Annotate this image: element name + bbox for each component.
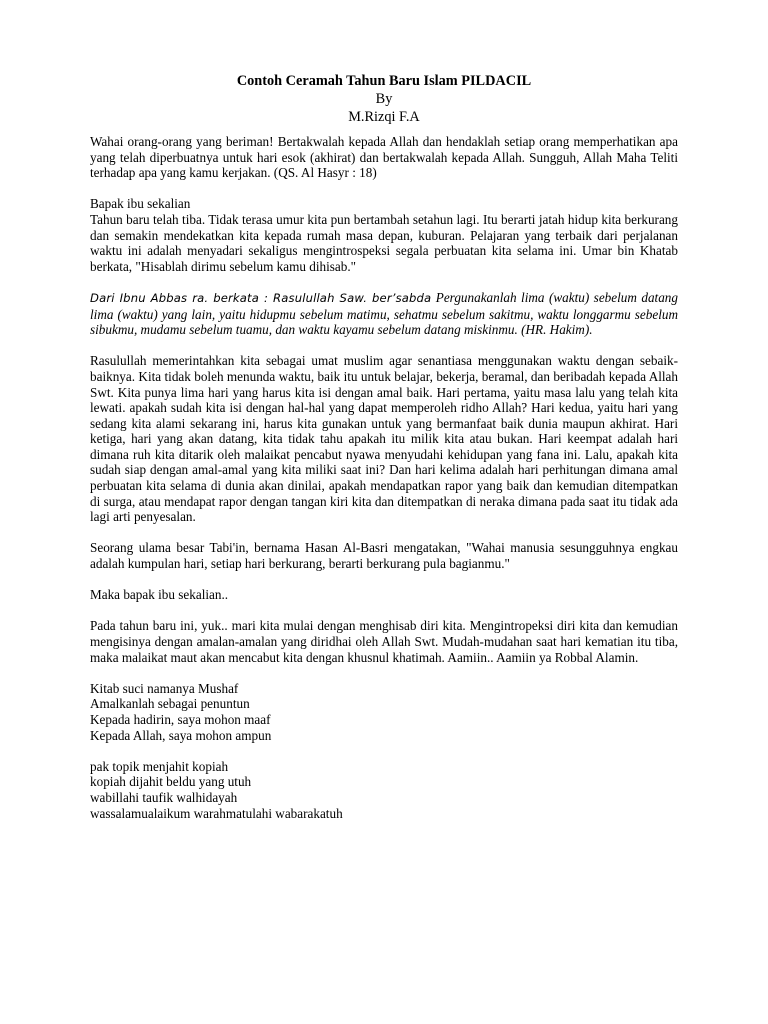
paragraph-opening-verse: Wahai orang-orang yang beriman! Bertakwalah kepada Allah dan hendaklah setiap orang memperhatikan apa yang telah diperbuatnya untuk hari esok (akhirat) dan bertakwalah kepada Allah. Sungguh, Allah Maha Teliti terhadap apa yang kamu kerjakan. (QS. Al Hasyr : 18) — [90, 134, 678, 181]
verse-line: wabillahi taufik walhidayah — [90, 789, 238, 805]
hadith-text: Pergunakanlah lima (waktu) sebelum datang lima (waktu) yang lain, yaitu hidupmu sebelum matimu, sehatmu sebelum sakitmu, waktu longgarmu sebelum sibukmu, mudamu sebelum tuamu, dan waktu kayamu sebelum datang miskinmu. (HR. Hakim). — [90, 289, 678, 338]
paragraph-greeting-section — [90, 196, 678, 274]
document-title: Contoh Ceramah Tahun Baru Islam PILDACIL — [236, 73, 532, 89]
hadith-attribution: Dari Ibnu Abbas ra. berkata : Rasulullah Saw. ber’sabda — [90, 290, 432, 305]
verse-line: Kepada Allah, saya mohon ampun — [90, 727, 272, 743]
paragraph-new-year: Tahun baru telah tiba. Tidak terasa umur kita pun bertambah setahun lagi. Itu berarti jatah hidup kita berkurang dan semakin mendekatkan kita kepada rumah masa depan, kuburan. Pelajaran yang terbaik dari perjalanan waktu ini adalah menyadari sekaligus mengintrospeksi segala perbuatan kita selama ini. Umar bin Khatab berkata, "Hisablah dirimu sebelum kamu dihisab." — [90, 211, 678, 274]
verse-line: kopiah dijahit beldu yang utuh — [90, 774, 252, 790]
title-block — [90, 72, 678, 126]
verse-line: Amalkanlah sebagai penuntun — [90, 696, 250, 712]
verse-line: wassalamualaikum warahmatulahi wabarakatuh — [90, 805, 343, 821]
paragraph-hasan-al-basri: Seorang ulama besar Tabi'in, bernama Hasan Al-Basri mengatakan, "Wahai manusia sesungguhnya engkau adalah kumpulan hari, setiap hari berkurang, berarti berkurang pula bagianmu." — [90, 540, 678, 572]
verse-line: Kepada hadirin, saya mohon maaf — [90, 711, 271, 727]
paragraph-five-days: Rasulullah memerintahkan kita sebagai umat muslim agar senantiasa menggunakan waktu dengan sebaik-baiknya. Kita tidak boleh menunda waktu, baik itu untuk belajar, bekerja, beramal, dan beribadah kepada Allah Swt. Kita punya lima hari yang harus kita isi dengan amal baik. Hari pertama, yaitu masa lalu yang telah kita lewati. apakah sudah kita isi dengan hal-hal yang dapat memperoleh ridho Allah? Hari kedua, yaitu hari yang sedang kita alami sekarang ini, harus kita gunakan untuk yang bermanfaat baik dunia maupun akhirat. Hari ketiga, hari yang akan datang, kita tidak tahu apakah itu milik kita atau bukan. Hari keempat adalah hari dimana ruh kita ditarik oleh malaikat pencabut nyawa menyudahi kehidupan yang fana ini. Lalu, apakah kita sudah siap dengan amal-amal yang kita miliki saat ini? Dan hari kelima adalah hari perhitungan dimana amal perbuatan kita selama di dunia akan dinilai, apakah mendapatkan rapor yang baik dan kemudian ditempatkan di surga, atau mendapat rapor dengan tangan kiri kita dan ditempatkan di neraka dimana pada saat itu tidak ada lagi arti penyesalan. — [90, 353, 678, 525]
author-name: M.Rizqi F.A — [348, 109, 420, 125]
verse-block-1 — [90, 681, 678, 743]
byline-label: By — [375, 91, 393, 107]
verse-line: pak topik menjahit kopiah — [90, 758, 229, 774]
paragraph-transition: Maka bapak ibu sekalian.. — [90, 587, 229, 603]
paragraph-closing: Pada tahun baru ini, yuk.. mari kita mulai dengan menghisab diri kita. Mengintropeksi diri kita dan kemudian mengisinya dengan amalan-amalan yang diridhai oleh Allah Swt. Mudah-mudahan saat hari kematian itu tiba, maka malaikat maut akan mencabut kita dengan khusnul khatimah. Aamiin.. Aamiin ya Robbal Alamin. — [90, 618, 678, 665]
document-body — [90, 134, 678, 837]
paragraph-hadith — [90, 290, 678, 338]
greeting-line: Bapak ibu sekalian — [90, 196, 191, 212]
verse-block-2 — [90, 759, 678, 821]
verse-line: Kitab suci namanya Mushaf — [90, 680, 239, 696]
